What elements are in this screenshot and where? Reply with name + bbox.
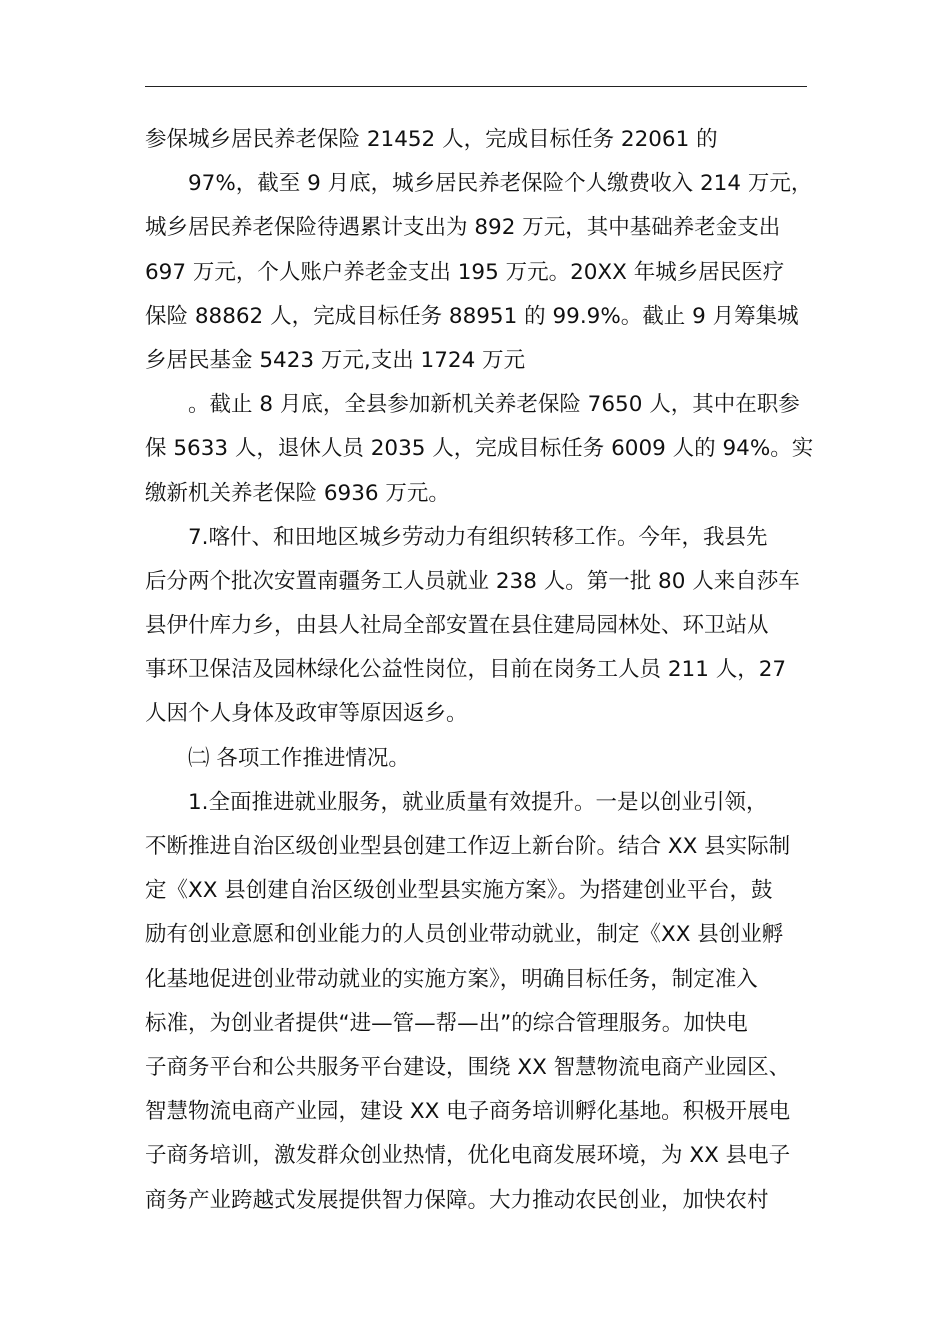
text-line: 缴新机关养老保险 6936 万元。 [145,480,450,506]
text-line: 事环卫保洁及园林绿化公益性岗位，目前在岗务工人员 211 人，27 [145,657,787,683]
text-line: 乡居民基金 5423 万元,支出 1724 万元 [145,347,526,373]
text-line: 标准，为创业者提供“进—管—帮—出”的综合管理服务。加快电 [145,1010,748,1036]
text-line: 。截止 8 月底，全县参加新机关养老保险 7650 人，其中在职参 [188,392,800,418]
text-line: 智慧物流电商产业园，建设 XX 电子商务培训孵化基地。积极开展电 [145,1099,791,1125]
text-line: 县伊什库力乡，由县人社局全部安置在县住建局园林处、环卫站从 [145,613,769,639]
text-line: 后分两个批次安置南疆务工人员就业 238 人。第一批 80 人来自莎车 [145,568,800,594]
text-line: 1.全面推进就业服务，就业质量有效提升。一是以创业引领， [188,789,768,815]
header-rule [145,86,807,87]
text-line: 保 5633 人，退休人员 2035 人，完成目标任务 6009 人的 94%。实 [145,436,814,462]
text-line: 子商务培训，激发群众创业热情，优化电商发展环境，为 XX 县电子 [145,1143,791,1169]
text-line: 人因个人身体及政审等原因返乡。 [145,701,468,727]
section-heading: ㈡ 各项工作推进情况。 [188,745,410,771]
text-line: 不断推进自治区级创业型县创建工作迈上新台阶。结合 XX 县实际制 [145,834,791,859]
text-line: 励有创业意愿和创业能力的人员创业带动就业，制定《XX 县创业孵 [145,922,784,948]
text-line: 化基地促进创业带动就业的实施方案》，明确目标任务，制定准入 [145,966,758,992]
text-line: 参保城乡居民养老保险 21452 人，完成目标任务 22061 的 [145,127,718,152]
text-line: 商务产业跨越式发展提供智力保障。大力推动农民创业，加快农村 [145,1187,769,1213]
text-line: 定《XX 县创建自治区级创业型县实施方案》。为搭建创业平台，鼓 [145,878,773,904]
text-line: 城乡居民养老保险待遇累计支出为 892 万元，其中基础养老金支出 [145,215,781,241]
document-body [145,118,814,1223]
text-line: 97%，截至 9 月底，城乡居民养老保险个人缴费收入 214 万元， [188,171,813,197]
text-line: 697 万元，个人账户养老金支出 195 万元。20XX 年城乡居民医疗 [145,259,785,285]
text-line: 7.喀什、和田地区城乡劳动力有组织转移工作。今年，我县先 [188,524,768,550]
text-line: 子商务平台和公共服务平台建设，围绕 XX 智慧物流电商产业园区、 [145,1054,791,1080]
text-line: 保险 88862 人，完成目标任务 88951 的 99.9%。截止 9 月筹集城 [145,303,799,329]
